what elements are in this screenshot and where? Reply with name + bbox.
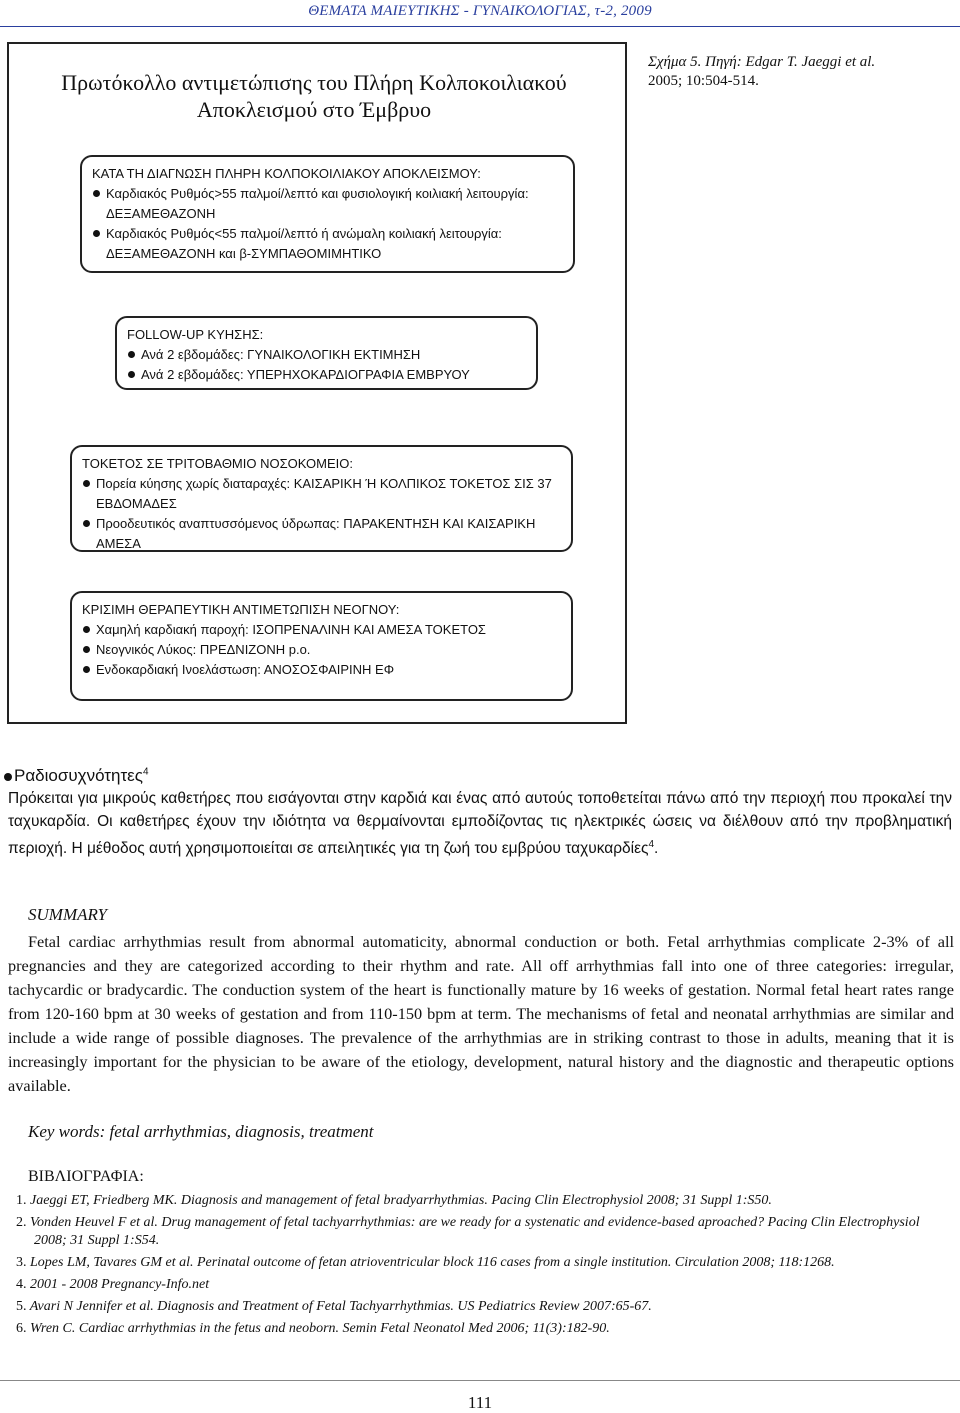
paragraph-text: Πρόκειται για μικρούς καθετήρες που εισάγονται στην καρδιά και ένας από αυτούς τοποθετείται πάνω από την περιοχή που προκαλεί την ταχυκαρδία. Οι καθετήρες έχουν την ιδιότητα να θερμαίνονται εμποδίζοντας τις ηλεκτρικές ώσεις να διέλθουν από την προβληματική περιοχή. Η μέθοδος αυτή χρησιμοποιείται σε απειλητικές για τη ζωή του εμβρύου ταχυκαρδίες (8, 790, 952, 858)
bullet-icon (4, 773, 12, 781)
reference-text: Lopes LM, Tavares GM et al. Perinatal outcome of fetan atrioventricular block 116 cases from a single institution. Circulation 2008; 118:1268. (30, 1255, 835, 1270)
box-bullet-item: Καρδιακός Ρυθμός>55 παλμοί/λεπτό και φυσιολογική κοιλιακή λειτουργία: ΔΕΞΑΜΕΘΑΖΟΝΗ (92, 184, 563, 224)
reference-text: Wren C. Cardiac arrhythmias in the fetus and neoborn. Semin Fetal Neonatol Med 2006; 11(3):182-90. (30, 1321, 610, 1336)
reference-number: 6. (16, 1321, 27, 1336)
reference-item (10, 1254, 950, 1272)
flowchart-box-neonatal-treatment (70, 591, 573, 701)
reference-number: 5. (16, 1299, 27, 1314)
figure-caption (648, 53, 948, 91)
page-number: 111 (467, 1393, 493, 1412)
box-bullet-item: Νεογνικός Λύκος: ΠΡΕΔΝΙΖΟΝΗ p.o. (82, 640, 561, 660)
box-heading: ΤΟΚΕΤΟΣ ΣΕ ΤΡΙΤΟΒΑΘΜΙΟ ΝΟΣΟΚΟΜΕΙΟ: (82, 456, 353, 471)
reference-number: 3. (16, 1255, 27, 1270)
reference-item (10, 1298, 950, 1316)
summary-heading: SUMMARY (28, 905, 108, 924)
box-bullet-item: Πορεία κύησης χωρίς διαταραχές: ΚΑΙΣΑΡΙΚΗ Ή ΚΟΛΠΙΚΟΣ ΤΟΚΕΤΟΣ ΣΙΣ 37 ΕΒΔΟΜΑΔΕΣ (82, 474, 561, 514)
flowchart-box-diagnosis (80, 155, 575, 273)
box-bullet-item: Χαμηλή καρδιακή παροχή: ΙΣΟΠΡΕΝΑΛΙΝΗ ΚΑΙ ΑΜΕΣΑ ΤΟΚΕΤΟΣ (82, 620, 561, 640)
figure-title (24, 69, 604, 123)
box-bullet-item: Προοδευτικός αναπτυσσόμενος ύδρωπας: ΠΑΡΑΚΕΝΤΗΣΗ ΚΑΙ ΚΑΙΣΑΡΙΚΗ ΑΜΕΣΑ (82, 514, 561, 554)
reference-item (10, 1276, 950, 1294)
figure-caption-citation: 2005; 10:504-514. (648, 73, 759, 89)
header-rule (0, 26, 960, 27)
box-bullet-item: Καρδιακός Ρυθμός<55 παλμοί/λεπτό ή ανώμαλη κοιλιακή λειτουργία: ΔΕΞΑΜΕΘΑΖΟΝΗ και β-ΣΥΜΠΑΘΟΜΙΜΗΤΙΚΟ (92, 224, 563, 264)
citation-superscript: 4 (648, 839, 655, 850)
reference-text: Avari N Jennifer et al. Diagnosis and Treatment of Fetal Tachyarrhythmias. US Pediatrics Review 2007:65-67. (29, 1299, 652, 1314)
reference-item (10, 1320, 950, 1338)
reference-text: Jaeggi ET, Friedberg MK. Diagnosis and management of fetal bradyarrhythmias. Pacing Clin Electrophysiol 2008; 31 Suppl 1:S50. (30, 1193, 772, 1208)
footer-rule (0, 1380, 960, 1381)
box-heading: ΚΑΤΑ ΤΗ ΔΙΑΓΝΩΣΗ ΠΛΗΡΗ ΚΟΛΠΟΚΟΙΛΙΑΚΟΥ ΑΠΟΚΛΕΙΣΜΟΥ: (92, 166, 481, 181)
section-heading-text: Ραδιοσυχνότητες (14, 766, 143, 785)
reference-item (10, 1214, 950, 1250)
box-bullet-item: Ανά 2 εβδομάδες: ΓΥΝΑΙΚΟΛΟΓΙΚΗ ΕΚΤΙΜΗΣΗ (127, 345, 526, 365)
reference-text: Vonden Heuvel F et al. Drug management of fetal tachyarrhythmias: are we ready for a systenatic and evidence-based aproached? Pacing Clin Electrophysiol 2008; 31 Suppl 1:S54. (30, 1215, 920, 1248)
figure-caption-label: Σχήμα 5. Πηγή: Edgar T. Jaeggi et al. (648, 54, 876, 70)
box-heading: FOLLOW-UP ΚΥΗΣΗΣ: (127, 327, 264, 342)
reference-item (10, 1192, 950, 1210)
box-bullet-item: Ανά 2 εβδομάδες: ΥΠΕΡΗΧΟΚΑΡΔΙΟΓΡΑΦΙΑ ΕΜΒΡΥΟΥ (127, 365, 526, 385)
paragraph-end: . (654, 840, 659, 858)
citation-superscript: 4 (142, 766, 149, 778)
radiofrequency-paragraph (8, 787, 952, 860)
box-bullet-item: Ενδοκαρδιακή Ινοελάστωση: ΑΝΟΣΟΣΦΑΙΡΙΝΗ ΕΦ (82, 660, 561, 680)
keywords: Key words: fetal arrhythmias, diagnosis, treatment (28, 1122, 374, 1141)
section-heading-radiofrequency (4, 766, 149, 786)
reference-number: 1. (16, 1193, 27, 1208)
figure-title-line-1: Πρωτόκολλο αντιμετώπισης του Πλήρη Κολποκοιλιακού (61, 70, 567, 95)
flowchart-box-follow-up (115, 316, 538, 390)
reference-text: 2001 - 2008 Pregnancy-Info.net (30, 1277, 210, 1292)
reference-number: 4. (16, 1277, 27, 1292)
figure-title-line-2: Αποκλεισμού στο Έμβρυο (196, 97, 432, 122)
flowchart-box-delivery (70, 445, 573, 552)
summary-paragraph: Fetal cardiac arrhythmias result from abnormal automaticity, abnormal conduction or both. Fetal arrhythmias complicate 2-3% of all pregnancies and they are categorized according to their rhythm and rate. All off arrhythmias fall into one of three categories: irregular, tachycardic or bradycardic. The conduction system of the heart is functionally mature by 16 weeks of gestation. Normal fetal heart rates range from 120-160 bpm at 30 weeks of gestation and from 110-150 bpm at term. The mechanisms of fetal and neonatal arrhythmias are similar and include a wide range of possible diagnoses. The prevalence of the arrhythmias are in striking contrast to those in adults, meaning that it is increasingly important for the physician to be aware of the etiology, development, natural history and the diagnostic and therapeutic options available. (8, 932, 954, 1095)
box-heading: ΚΡΙΣΙΜΗ ΘΕΡΑΠΕΥΤΙΚΗ ΑΝΤΙΜΕΤΩΠΙΣΗ ΝΕΟΓΝΟΥ: (82, 602, 400, 617)
running-header: ΘΕΜΑΤΑ ΜΑΙΕΥΤΙΚΗΣ - ΓΥΝΑΙΚΟΛΟΓΙΑΣ, τ-2, 2009 (308, 3, 652, 19)
references-heading: ΒΙΒΛΙΟΓΡΑΦΙΑ: (28, 1168, 144, 1185)
reference-number: 2. (16, 1215, 27, 1230)
references-list (10, 1192, 950, 1342)
